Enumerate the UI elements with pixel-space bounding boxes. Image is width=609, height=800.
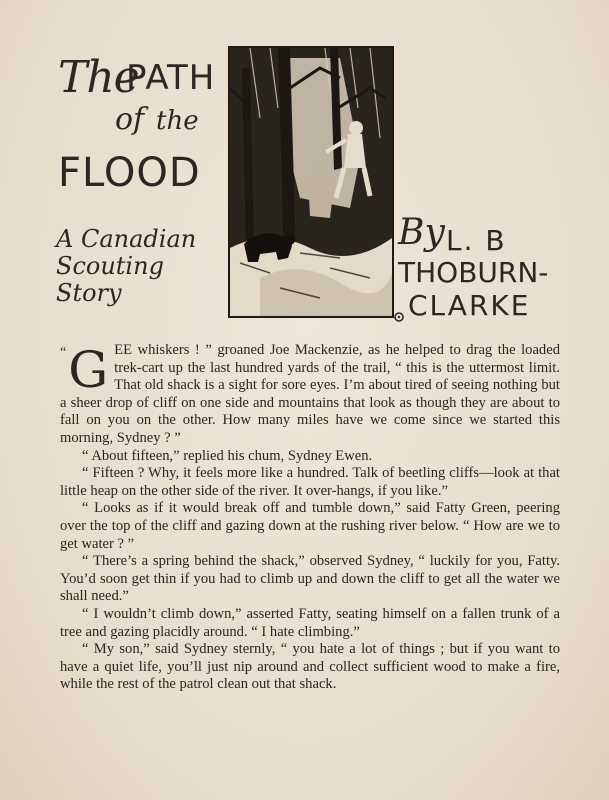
title-word-path: PATH: [126, 58, 216, 98]
paragraph-7: “ My son,” said Sydney sternly, “ you hate a lot of things ; but if you want to have a quiet life, you’ll just nip around and collect sufficient wood to make a fire, while the rest of the patrol clean out that shack.: [60, 641, 560, 693]
drop-cap: G: [68, 341, 109, 399]
subtitle: [56, 226, 226, 307]
subtitle-line-3: Story: [56, 279, 122, 307]
illustration-drawing: [230, 48, 392, 316]
title-word-the: The: [58, 52, 139, 103]
opening-quote: “: [60, 345, 67, 360]
title-word-of: of: [115, 102, 145, 137]
author-surname-2: CLARKE: [408, 289, 531, 322]
paragraph-3: “ Fifteen ? Why, it feels more like a hundred. Talk of beetling cliffs—look at that little heap on the other side of the river. It over-hangs, if you like.”: [60, 465, 560, 499]
story-illustration: [228, 46, 394, 318]
author-surname-1: THOBURN-: [398, 256, 549, 289]
paragraph-5: “ There’s a spring behind the shack,” observed Sydney, “ luckily for you, Fatty. You’d soon get thin if you had to climb up and down the cliff to get all the water we shall need.”: [60, 553, 560, 605]
title-word-the-2: the: [156, 106, 199, 136]
byline-by: By: [398, 212, 445, 253]
paragraph-6: “ I wouldn’t climb down,” asserted Fatty, seating himself on a fallen trunk of a tree and gazing placidly around. “ I hate climbing.”: [60, 605, 560, 640]
subtitle-line-2: Scouting: [56, 252, 164, 280]
paragraph-2: “ About fifteen,” replied his chum, Sydney Ewen.: [82, 447, 373, 464]
ornament-icon: [392, 310, 406, 324]
title-word-flood: FLOOD: [58, 150, 201, 196]
story-text: [60, 342, 560, 694]
author-initials: L. B: [446, 224, 507, 257]
paragraph-4: “ Looks as if it would break off and tumble down,” said Fatty Green, peering over the top of the cliff and gazing down at the rushing river below. “ How are we to get water ? ”: [60, 500, 560, 552]
paragraph-text: EE whiskers ! ” groaned Joe Mackenzie, as he helped to drag the loaded trek-cart up the last hundred yards of the trail, “ this is the uttermost limit. That old shack is a sight for sore eyes. I’m about tired of seeing nothing but a sheer drop of cliff on one side and mountains that look as though they are about to fall on you on the other. How many miles have we come since we started this morning, Sydney ? ”: [60, 342, 560, 446]
paragraph-1: [60, 342, 560, 448]
subtitle-line-1: A Canadian: [56, 225, 197, 253]
